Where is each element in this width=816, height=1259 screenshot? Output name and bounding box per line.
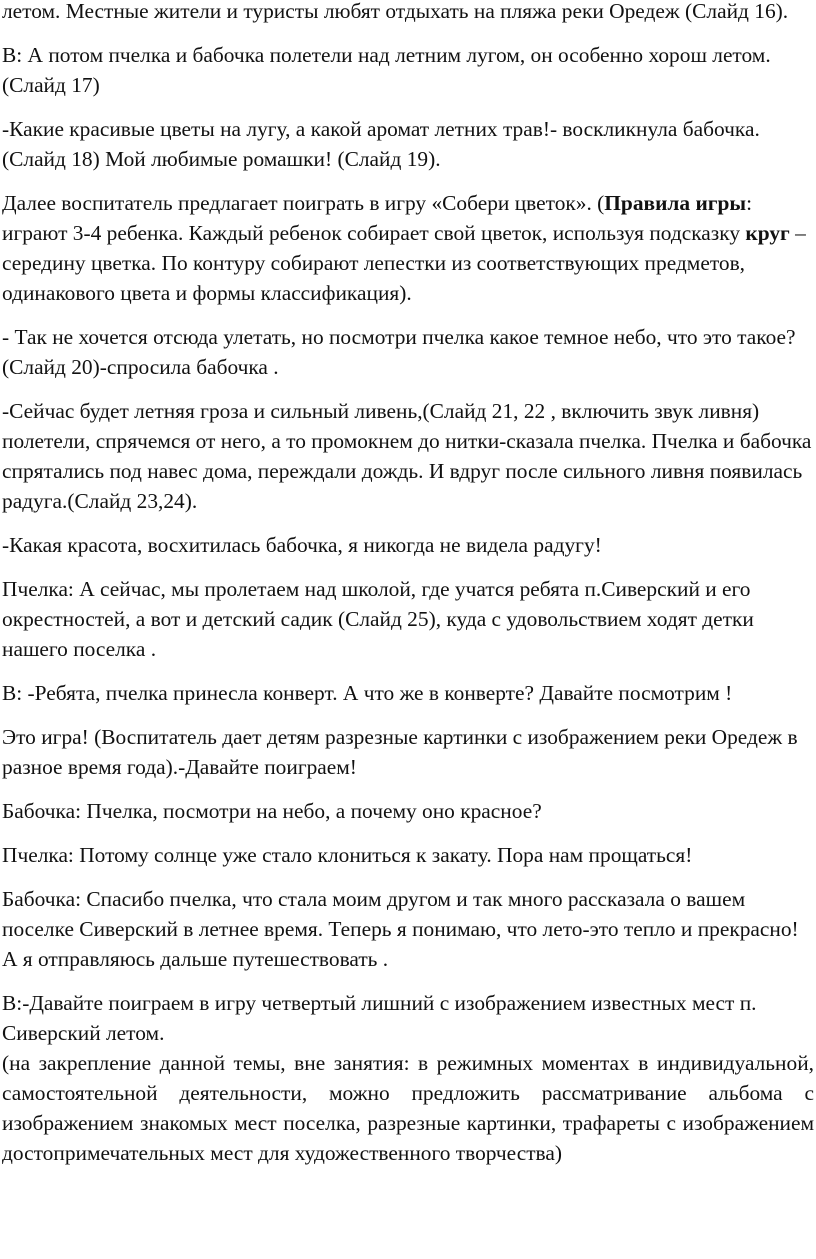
paragraph-odd-one-out: В:-Давайте поиграем в игру четвертый лишний с изображением известных мест п. Сиверский летом.: [2, 991, 757, 1045]
paragraph-farewell: Бабочка: Спасибо пчелка, что стала моим другом и так много рассказала о вашем поселке Сиверский в летнее время. Теперь я понимаю, что лето-это тепло и прекрасно! А я отправляюсь дальше путешествовать .: [2, 887, 799, 971]
paragraph-thunderstorm: -Сейчас будет летняя гроза и сильный ливень,(Слайд 21, 22 , включить звук ливня) полетели, спрячемся от него, а то промокнем до нитки-сказала пчелка. Пчелка и бабочка спрятались под навес дома, переждали дождь. И вдруг после сильного ливня появилась радуга.(Слайд 23,24).: [2, 399, 812, 513]
paragraph-dark-sky: - Так не хочется отсюда улетать, но посмотри пчелка какое темное небо, что это такое? (Слайд 20)-спросила бабочка .: [2, 325, 796, 379]
game-rules-rest: – середину цветка. По контуру собирают лепестки из соответствующих предметов, одинакового цвета и формы классификация).: [2, 221, 806, 305]
paragraph-school: Пчелка: А сейчас, мы пролетаем над школой, где учатся ребята п.Сиверский и его окрестностей, а вот и детский садик (Слайд 25), куда с удовольствием ходят детки нашего поселка .: [2, 577, 754, 661]
paragraph-envelope: В: -Ребята, пчелка принесла конверт. А что же в конверте? Давайте посмотрим !: [2, 681, 733, 705]
paragraph-flowers: -Какие красивые цветы на лугу, а какой аромат летних трав!- воскликнула бабочка. (Слайд 18) Мой любимые ромашки! (Слайд 19).: [2, 117, 760, 171]
paragraph-final-note: (на закрепление данной темы, вне занятия: в режимных моментах в индивидуальной, самостоятельной деятельности, можно предложить рассматривание альбома с изображением знакомых мест поселка, разрезные картинки, трафареты с изображением достопримечательных мест для художественного творчества): [2, 1051, 814, 1165]
game-rules-text: : играют 3-4 ребенка. Каждый ребенок собирает свой цветок, используя подсказку: [2, 191, 753, 245]
paragraph-meadow: В: А потом пчелка и бабочка полетели над летним лугом, он особенно хорош летом.(Слайд 17): [2, 43, 771, 97]
paragraph-sunset: Пчелка: Потому солнце уже стало клониться к закату. Пора нам прощаться!: [2, 843, 693, 867]
game-circle-word: круг: [745, 221, 790, 245]
paragraph-flower-game: [2, 188, 814, 308]
game-intro: Далее воспитатель предлагает поиграть в игру «Собери цветок». (: [2, 191, 605, 215]
paragraph-red-sky: Бабочка: Пчелка, посмотри на небо, а почему оно красное?: [2, 799, 542, 823]
game-rules-label: Правила игры: [604, 191, 747, 215]
paragraph-rainbow: -Какая красота, восхитилась бабочка, я никогда не видела радугу!: [2, 533, 602, 557]
paragraph-puzzle-game: Это игра! (Воспитатель дает детям разрезные картинки с изображением реки Оредеж в разное время года).-Давайте поиграем!: [2, 725, 798, 779]
paragraph-summer-beach: летом. Местные жители и туристы любят отдыхать на пляжа реки Оредеж (Слайд 16).: [2, 0, 789, 23]
